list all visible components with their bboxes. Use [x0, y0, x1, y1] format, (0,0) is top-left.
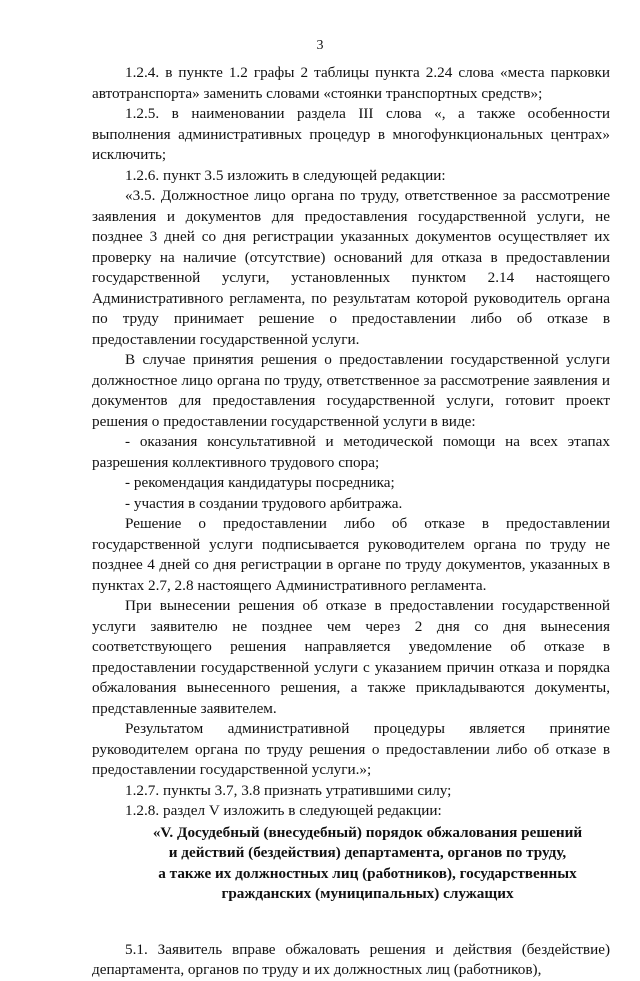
paragraph: 1.2.8. раздел V изложить в следующей редакции: [125, 802, 442, 819]
paragraph: 1.2.7. пункты 3.7, 3.8 признать утратившими силу; [125, 781, 452, 799]
section-title-line: а также их должностных лиц (работников), государственных [158, 864, 577, 882]
paragraph: Результатом административной процедуры является принятие руководителем органа по труду решения о предоставлении либо об отказе в предоставлении государственной услуги.»; [92, 720, 610, 778]
list-item: - рекомендация кандидатуры посредника; [125, 474, 395, 491]
page-number: 3 [316, 38, 324, 53]
section-title-line: и действий (бездействия) департамента, органов по труду, [168, 844, 567, 861]
paragraph: Решение о предоставлении либо об отказе в предоставлении государственной услуги подписывается руководителем органа по труду не позднее 4 дней со дня регистрации в органе по труду документов, указанных в пунктах 2.7, 2.8 настоящего Административного регламента. [92, 515, 610, 594]
list-item: - участия в создании трудового арбитража. [125, 494, 403, 512]
section-title-line: гражданских (муниципальных) служащих [221, 885, 514, 902]
list-item: - оказания консультативной и методической помощи на всех этапах разрешения коллективного трудового спора; [92, 433, 610, 471]
paragraph: «3.5. Должностное лицо органа по труду, ответственное за рассмотрение заявления и документов для предоставления государственной услуги, не позднее 3 дней со дня регистрации указанных документов осуществляет их проверку на наличие (отсутствие) оснований для отказа в предоставлении государственной услуги, установленных пунктом 2.14 настоящего Административного регламента, по результатам которой руководитель органа по труду принимает решение о предоставлении либо об отказе в предоставлении государственной услуги. [92, 187, 610, 348]
paragraph: В случае принятия решения о предоставлении государственной услуги должностное лицо органа по труду, ответственное за рассмотрение заявления и документов для предоставления государственной услуги, готовит проект решения о предоставлении государственной услуги в виде: [92, 351, 610, 430]
section-title-line: «V. Досудебный (внесудебный) порядок обжалования решений [152, 823, 583, 841]
paragraph: При вынесении решения об отказе в предоставлении государственной услуги заявителю не позднее чем через 2 дня со дня вынесения соответствующего решения направляется уведомление об отказе в предоставлении государственной услуги с указанием причин отказа и порядка обжалования вынесенного решения, а также прикладываются документы, представленные заявителем. [92, 597, 610, 717]
document-body [92, 63, 610, 981]
paragraph: 1.2.5. в наименовании раздела III слова «, а также особенности выполнения административных процедур в многофункциональных центрах» исключить; [92, 105, 610, 163]
section-title [92, 823, 610, 905]
spacer [92, 905, 610, 940]
paragraph: 1.2.6. пункт 3.5 изложить в следующей редакции: [125, 166, 446, 184]
paragraph: 1.2.4. в пункте 1.2 графы 2 таблицы пункта 2.24 слова «места парковки автотранспорта» заменить словами «стоянки транспортных средств»; [92, 64, 610, 102]
paragraph: 5.1. Заявитель вправе обжаловать решения и действия (бездействие) департамента, органов по труду и их должностных лиц (работников), [92, 940, 610, 978]
